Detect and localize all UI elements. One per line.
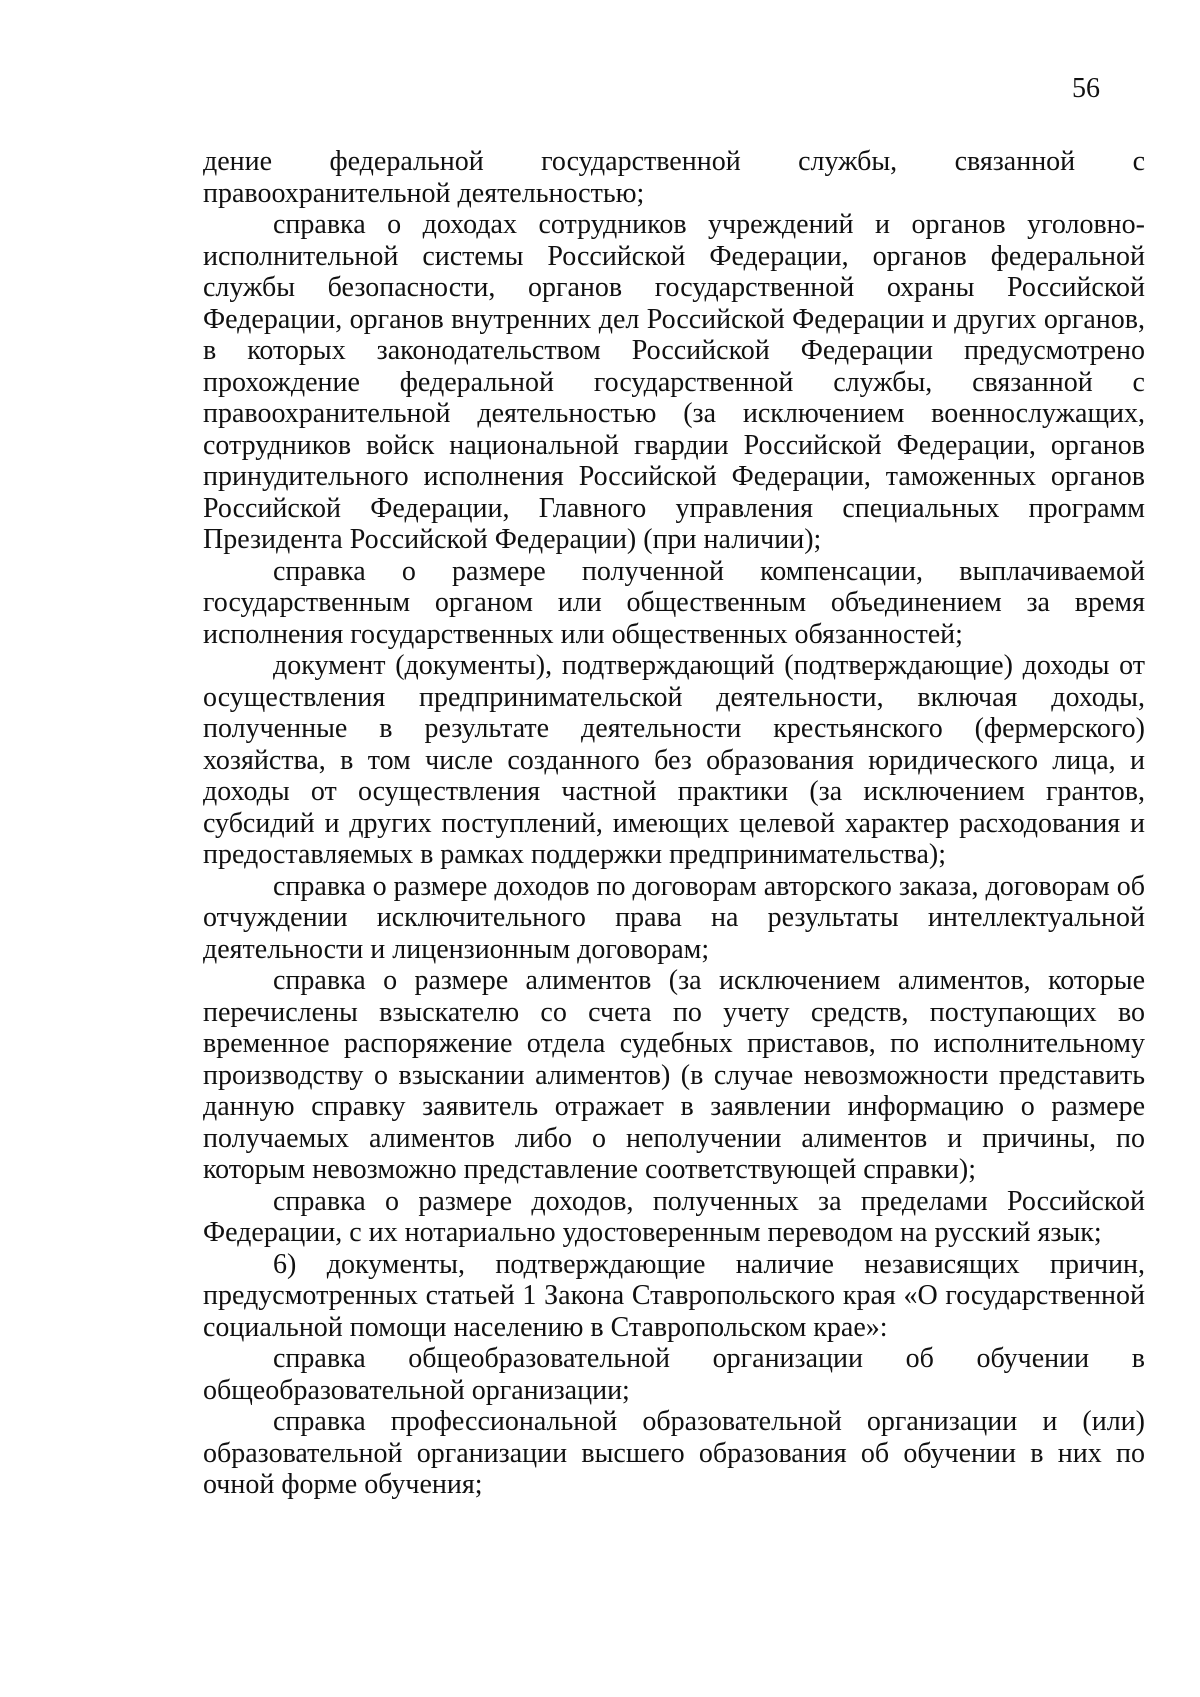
document-body: [203, 146, 1145, 1501]
paragraph-continuation: дение федеральной государственной службы, связанной с правоохранительной деятельностью;: [203, 146, 1145, 209]
paragraph-alimony-certificate: справка о размере алиментов (за исключением алиментов, которые перечислены взыскателю со счета по учету средств, поступающих во временное распоряжение отдела судебных приставов, по исполнительному производству о взыскании алиментов) (в случае невозможности представить данную справку заявитель отражает в заявлении информацию о размере получаемых алиментов либо о неполучении алиментов и причины, по которым невозможно представление соответствующей справки);: [203, 965, 1145, 1185]
paragraph-compensation-certificate: справка о размере полученной компенсации, выплачиваемой государственным органом или общественным объединением за время исполнения государственных или общественных обязанностей;: [203, 555, 1145, 650]
page-number: 56: [1072, 73, 1100, 104]
paragraph-author-contract-income: справка о размере доходов по договорам авторского заказа, договорам об отчуждении исключительного права на результаты интеллектуальной деятельности и лицензионным договорам;: [203, 870, 1145, 965]
paragraph-independent-reasons-documents: 6) документы, подтверждающие наличие независящих причин, предусмотренных статьей 1 Закона Ставропольского края «О государственной социальной помощи населению в Ставропольском крае»:: [203, 1248, 1145, 1343]
paragraph-income-certificate-law-enforcement: справка о доходах сотрудников учреждений и органов уголовно-исполнительной системы Российской Федерации, органов федеральной службы безопасности, органов государственной охраны Российской Федерации, органов внутренних дел Российской Федерации и других органов, в которых законодательством Российской Федерации предусмотрено прохождение федеральной государственной службы, связанной с правоохранительной деятельностью (за исключением военнослужащих, сотрудников войск национальной гвардии Российской Федерации, органов принудительного исполнения Российской Федерации, таможенных органов Российской Федерации, Главного управления специальных программ Президента Российской Федерации) (при наличии);: [203, 209, 1145, 555]
paragraph-school-certificate: справка общеобразовательной организации об обучении в общеобразовательной организации;: [203, 1343, 1145, 1406]
paragraph-foreign-income: справка о размере доходов, полученных за пределами Российской Федерации, с их нотариально удостоверенным переводом на русский язык;: [203, 1185, 1145, 1248]
paragraph-business-income-documents: документ (документы), подтверждающий (подтверждающие) доходы от осуществления предпринимательской деятельности, включая доходы, полученные в результате деятельности крестьянского (фермерского) хозяйства, в том числе созданного без образования юридического лица, и доходы от осуществления частной практики (за исключением грантов, субсидий и других поступлений, имеющих целевой характер расходования и предоставляемых в рамках поддержки предпринимательства);: [203, 650, 1145, 870]
paragraph-higher-education-certificate: справка профессиональной образовательной организации и (или) образовательной организации высшего образования об обучении в них по очной форме обучения;: [203, 1406, 1145, 1500]
